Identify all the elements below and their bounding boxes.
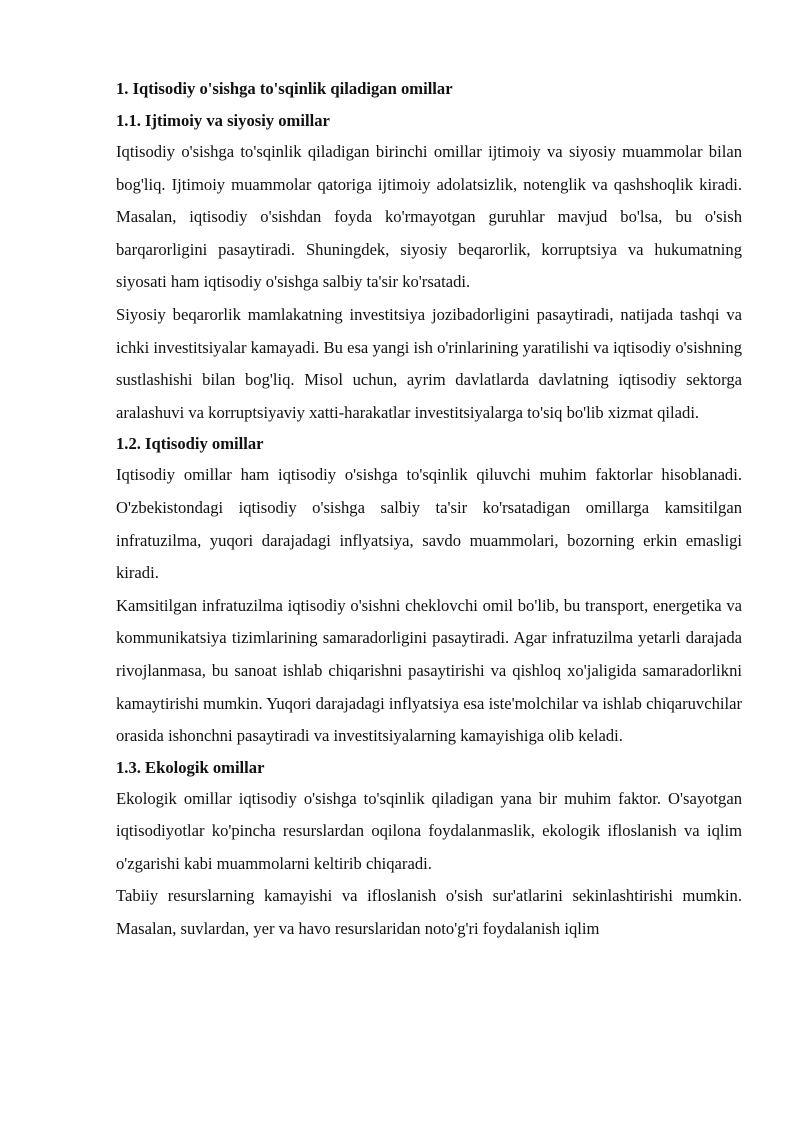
section-heading-1-3: 1.3. Ekologik omillar: [116, 757, 265, 777]
section-heading-1-1: 1.1. Ijtimoiy va siyosiy omillar: [116, 111, 330, 130]
paragraph-3: Iqtisodiy omillar ham iqtisodiy o'sishga to'sqinlik qiluvchi muhim faktorlar hisoblanadi. O'zbekistondagi iqtisodiy o'sishga salbiy ta'sir ko'rsatadigan omillarga kamsitilgan infratuzilma, yuqori darajadagi inflyatsiya, savdo muammolari, bozorning erkin emasligi kiradi.: [116, 465, 742, 583]
section-heading-1: 1. Iqtisodiy o'sishga to'sqinlik qiladigan omillar: [116, 79, 453, 98]
section-heading-1-2: 1.2. Iqtisodiy omillar: [116, 434, 264, 454]
document-body: [116, 74, 742, 946]
paragraph-6: Tabiiy resurslarning kamayishi va ifloslanish o'sish sur'atlarini sekinlashtirishi mumkin. Masalan, suvlardan, yer va havo resurslaridan noto'g'ri foydalanish iqlim: [116, 886, 742, 939]
paragraph-2: Siyosiy beqarorlik mamlakatning investitsiya jozibadorligini pasaytiradi, natijada tashqi va ichki investitsiyalar kamayadi. Bu esa yangi ish o'rinlarining yaratilishi va iqtisodiy o'sishning sustlashishi bilan bog'liq. Misol uchun, ayrim davlatlarda davlatning iqtisodiy sektorga aralashuvi va korruptsiyaviy xatti-harakatlar investitsiyalarga to'siq bo'lib xizmat qiladi.: [116, 304, 742, 422]
paragraph-5: Ekologik omillar iqtisodiy o'sishga to'sqinlik qiladigan yana bir muhim faktor. O'sayotgan iqtisodiyotlar ko'pincha resurslardan oqilona foydalanmaslik, ekologik ifloslanish va iqlim o'zgarishi kabi muammolarni keltirib chiqaradi.: [116, 788, 742, 873]
paragraph-4: Kamsitilgan infratuzilma iqtisodiy o'sishni cheklovchi omil bo'lib, bu transport, energetika va kommunikatsiya tizimlarining samaradorligini pasaytiradi. Agar infratuzilma yetarli darajada rivojlanmasa, bu sanoat ishlab chiqarishni pasaytirishi va qishloq xo'jaligida samaradorlikni kamaytirishi mumkin. Yuqori darajadagi inflyatsiya esa iste'molchilar va ishlab chiqaruvchilar orasida ishonchni pasaytiradi va investitsiyalarning kamayishiga olib keladi.: [116, 595, 742, 746]
paragraph-1: Iqtisodiy o'sishga to'sqinlik qiladigan birinchi omillar ijtimoiy va siyosiy muammolar bilan bog'liq. Ijtimoiy muammolar qatoriga ijtimoiy adolatsizlik, notenglik va qashshoqlik kiradi. Masalan, iqtisodiy o'sishdan foyda ko'rmayotgan guruhlar mavjud bo'lsa, bu o'sish barqarorligini pasaytiradi. Shuningdek, siyosiy beqarorlik, korruptsiya va hukumatning siyosati ham iqtisodiy o'sishga salbiy ta'sir ko'rsatadi.: [116, 142, 742, 292]
